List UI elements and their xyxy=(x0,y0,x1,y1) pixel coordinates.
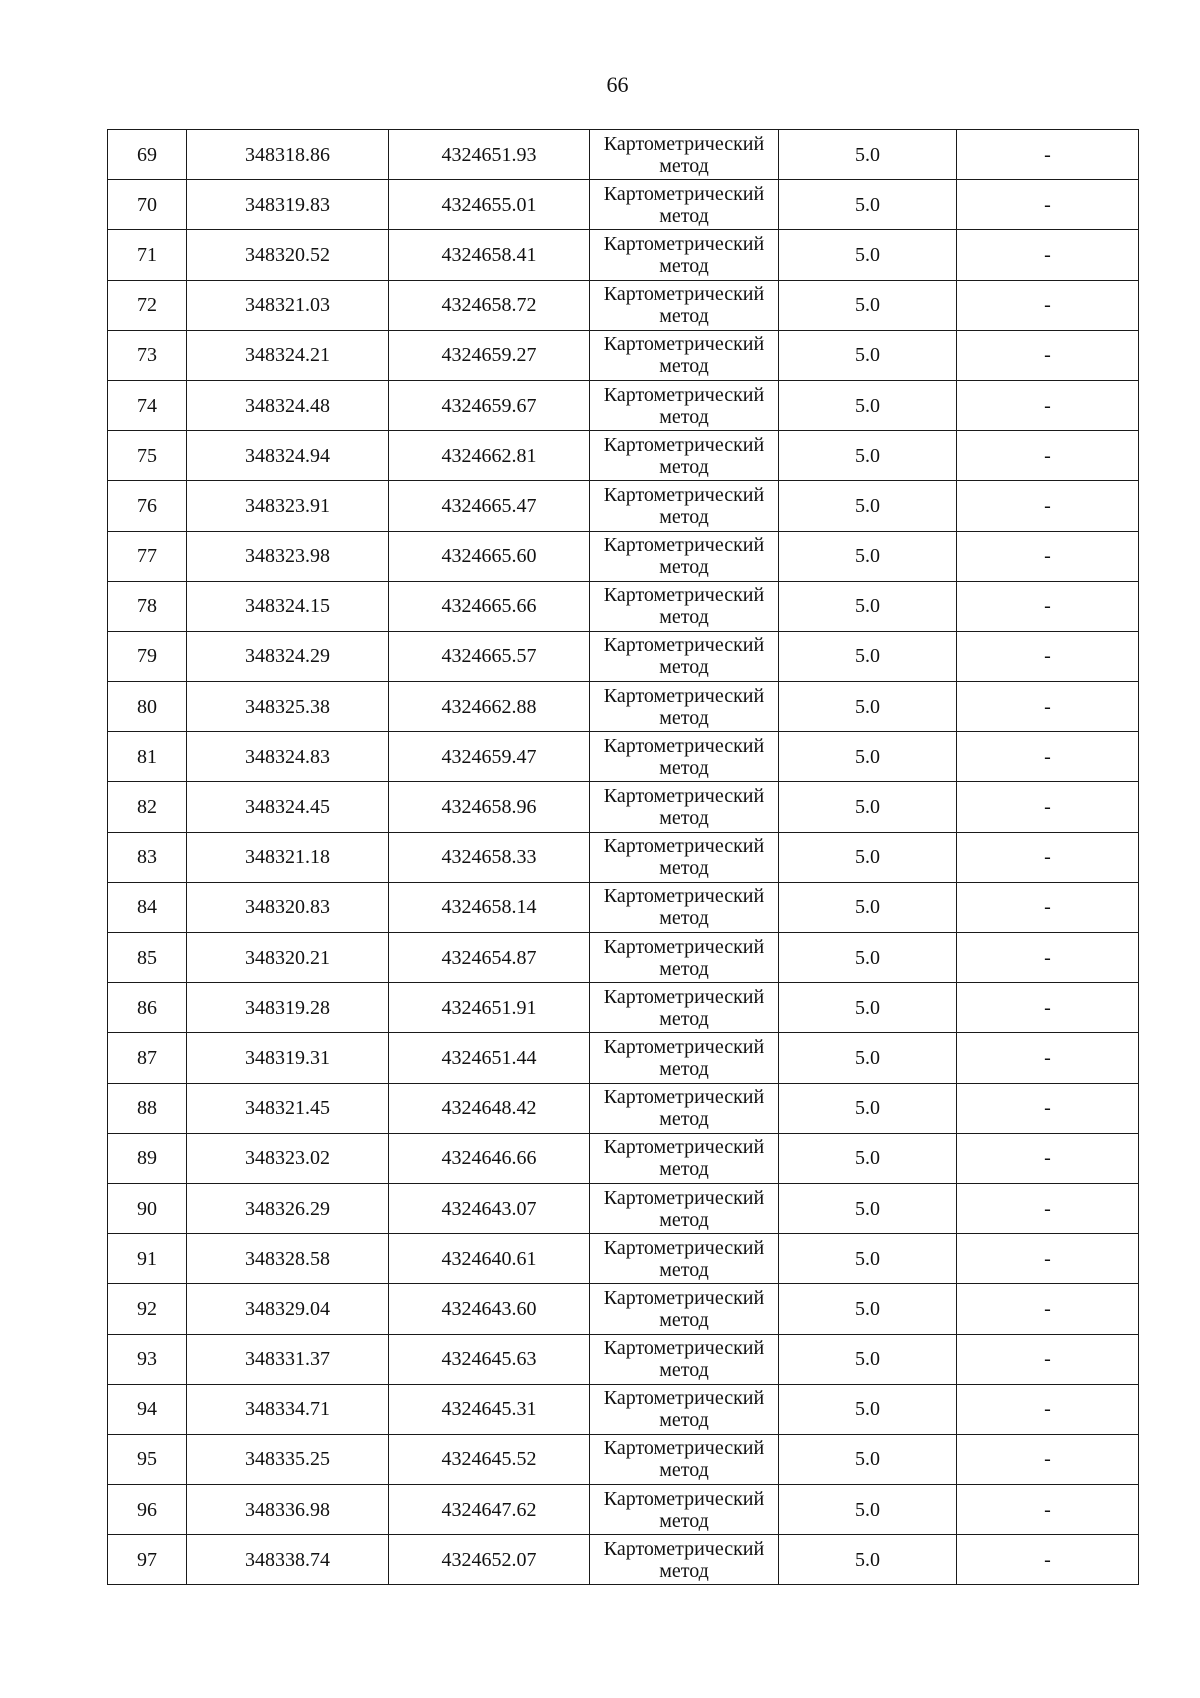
method-line-2: метод xyxy=(659,1359,709,1382)
method-cell xyxy=(590,1133,779,1183)
method-cell xyxy=(590,380,779,430)
method-line-1: Картометрический xyxy=(603,1286,765,1309)
description-cell: - xyxy=(957,431,1139,481)
coordinate-x-cell: 348338.74 xyxy=(187,1535,389,1585)
method-line-2: метод xyxy=(659,154,709,177)
description-cell: - xyxy=(957,1033,1139,1083)
point-number-cell: 77 xyxy=(108,531,187,581)
coordinate-x-cell: 348329.04 xyxy=(187,1284,389,1334)
table-row xyxy=(108,782,1139,832)
method-line-1: Картометрический xyxy=(603,785,765,808)
coordinate-x-cell: 348324.94 xyxy=(187,431,389,481)
table-row xyxy=(108,1133,1139,1183)
method-line-2: метод xyxy=(659,1559,709,1582)
method-cell xyxy=(590,933,779,983)
point-number-cell: 78 xyxy=(108,581,187,631)
point-number-cell: 72 xyxy=(108,280,187,330)
method-line-2: метод xyxy=(659,1308,709,1331)
point-number-cell: 69 xyxy=(108,130,187,180)
method-line-1: Картометрический xyxy=(603,1086,765,1109)
accuracy-cell: 5.0 xyxy=(779,782,957,832)
description-cell: - xyxy=(957,1485,1139,1535)
method-cell xyxy=(590,1284,779,1334)
method-cell xyxy=(590,782,779,832)
table-row xyxy=(108,983,1139,1033)
description-cell: - xyxy=(957,631,1139,681)
accuracy-cell: 5.0 xyxy=(779,230,957,280)
method-line-1: Картометрический xyxy=(603,182,765,205)
method-line-2: метод xyxy=(659,1509,709,1532)
coordinate-x-cell: 348325.38 xyxy=(187,682,389,732)
coordinate-x-cell: 348324.83 xyxy=(187,732,389,782)
point-number-cell: 86 xyxy=(108,983,187,1033)
coordinate-x-cell: 348336.98 xyxy=(187,1485,389,1535)
coordinate-x-cell: 348320.21 xyxy=(187,933,389,983)
method-cell xyxy=(590,180,779,230)
method-line-1: Картометрический xyxy=(603,1136,765,1159)
method-line-2: метод xyxy=(659,455,709,478)
coordinate-y-cell: 4324665.66 xyxy=(389,581,590,631)
method-line-1: Картометрический xyxy=(603,1487,765,1510)
accuracy-cell: 5.0 xyxy=(779,832,957,882)
method-cell xyxy=(590,1334,779,1384)
coordinate-y-cell: 4324659.27 xyxy=(389,330,590,380)
coordinate-x-cell: 348324.29 xyxy=(187,631,389,681)
table-row xyxy=(108,933,1139,983)
method-line-1: Картометрический xyxy=(603,1387,765,1410)
point-number-cell: 80 xyxy=(108,682,187,732)
point-number-cell: 94 xyxy=(108,1384,187,1434)
method-line-2: метод xyxy=(659,606,709,629)
point-number-cell: 97 xyxy=(108,1535,187,1585)
description-cell: - xyxy=(957,481,1139,531)
table-row xyxy=(108,130,1139,180)
method-cell xyxy=(590,130,779,180)
method-cell xyxy=(590,481,779,531)
accuracy-cell: 5.0 xyxy=(779,631,957,681)
point-number-cell: 96 xyxy=(108,1485,187,1535)
accuracy-cell: 5.0 xyxy=(779,380,957,430)
coordinate-x-cell: 348319.83 xyxy=(187,180,389,230)
coordinate-y-cell: 4324665.47 xyxy=(389,481,590,531)
description-cell: - xyxy=(957,983,1139,1033)
point-number-cell: 76 xyxy=(108,481,187,531)
table-row xyxy=(108,1384,1139,1434)
coordinate-x-cell: 348321.18 xyxy=(187,832,389,882)
method-line-2: метод xyxy=(659,706,709,729)
coordinate-y-cell: 4324658.72 xyxy=(389,280,590,330)
method-line-1: Картометрический xyxy=(603,433,765,456)
coordinate-y-cell: 4324651.44 xyxy=(389,1033,590,1083)
accuracy-cell: 5.0 xyxy=(779,180,957,230)
description-cell: - xyxy=(957,1083,1139,1133)
method-line-2: метод xyxy=(659,1158,709,1181)
table-row xyxy=(108,732,1139,782)
method-line-1: Картометрический xyxy=(603,935,765,958)
point-number-cell: 88 xyxy=(108,1083,187,1133)
method-line-2: метод xyxy=(659,1258,709,1281)
method-cell xyxy=(590,431,779,481)
coordinate-y-cell: 4324645.63 xyxy=(389,1334,590,1384)
method-line-2: метод xyxy=(659,857,709,880)
table-row xyxy=(108,882,1139,932)
point-number-cell: 81 xyxy=(108,732,187,782)
method-line-2: метод xyxy=(659,807,709,830)
method-line-2: метод xyxy=(659,254,709,277)
table-row xyxy=(108,380,1139,430)
description-cell: - xyxy=(957,732,1139,782)
point-number-cell: 90 xyxy=(108,1183,187,1233)
description-cell: - xyxy=(957,832,1139,882)
method-line-2: метод xyxy=(659,1459,709,1482)
point-number-cell: 74 xyxy=(108,380,187,430)
point-number-cell: 79 xyxy=(108,631,187,681)
description-cell: - xyxy=(957,1384,1139,1434)
coordinate-y-cell: 4324651.91 xyxy=(389,983,590,1033)
method-line-1: Картометрический xyxy=(603,333,765,356)
description-cell: - xyxy=(957,782,1139,832)
table-row xyxy=(108,230,1139,280)
description-cell: - xyxy=(957,280,1139,330)
accuracy-cell: 5.0 xyxy=(779,1334,957,1384)
table-row xyxy=(108,1234,1139,1284)
method-line-1: Картометрический xyxy=(603,985,765,1008)
method-cell xyxy=(590,280,779,330)
method-line-2: метод xyxy=(659,405,709,428)
method-line-1: Картометрический xyxy=(603,734,765,757)
method-line-1: Картометрический xyxy=(603,383,765,406)
coordinate-y-cell: 4324645.52 xyxy=(389,1434,590,1484)
coordinate-x-cell: 348318.86 xyxy=(187,130,389,180)
method-line-1: Картометрический xyxy=(603,1186,765,1209)
coordinate-y-cell: 4324665.60 xyxy=(389,531,590,581)
coordinate-y-cell: 4324658.33 xyxy=(389,832,590,882)
method-line-1: Картометрический xyxy=(603,283,765,306)
method-line-2: метод xyxy=(659,656,709,679)
method-line-2: метод xyxy=(659,1057,709,1080)
accuracy-cell: 5.0 xyxy=(779,531,957,581)
method-line-1: Картометрический xyxy=(603,1236,765,1259)
point-number-cell: 87 xyxy=(108,1033,187,1083)
accuracy-cell: 5.0 xyxy=(779,1535,957,1585)
method-line-2: метод xyxy=(659,1007,709,1030)
description-cell: - xyxy=(957,130,1139,180)
description-cell: - xyxy=(957,1234,1139,1284)
coordinate-x-cell: 348321.03 xyxy=(187,280,389,330)
method-cell xyxy=(590,1033,779,1083)
accuracy-cell: 5.0 xyxy=(779,1284,957,1334)
accuracy-cell: 5.0 xyxy=(779,1083,957,1133)
method-line-1: Картометрический xyxy=(603,1537,765,1560)
coordinate-y-cell: 4324658.41 xyxy=(389,230,590,280)
method-cell xyxy=(590,631,779,681)
table-row xyxy=(108,631,1139,681)
table-row xyxy=(108,1485,1139,1535)
coordinate-x-cell: 348323.98 xyxy=(187,531,389,581)
description-cell: - xyxy=(957,330,1139,380)
method-cell xyxy=(590,832,779,882)
point-number-cell: 92 xyxy=(108,1284,187,1334)
description-cell: - xyxy=(957,1183,1139,1233)
method-line-1: Картометрический xyxy=(603,885,765,908)
accuracy-cell: 5.0 xyxy=(779,1384,957,1434)
table-row xyxy=(108,280,1139,330)
point-number-cell: 73 xyxy=(108,330,187,380)
coordinates-table xyxy=(107,129,1139,1585)
accuracy-cell: 5.0 xyxy=(779,933,957,983)
method-line-2: метод xyxy=(659,1208,709,1231)
description-cell: - xyxy=(957,230,1139,280)
point-number-cell: 91 xyxy=(108,1234,187,1284)
table-row xyxy=(108,1334,1139,1384)
table-row xyxy=(108,431,1139,481)
coordinate-x-cell: 348320.52 xyxy=(187,230,389,280)
point-number-cell: 82 xyxy=(108,782,187,832)
accuracy-cell: 5.0 xyxy=(779,983,957,1033)
point-number-cell: 70 xyxy=(108,180,187,230)
description-cell: - xyxy=(957,682,1139,732)
method-line-1: Картометрический xyxy=(603,132,765,155)
accuracy-cell: 5.0 xyxy=(779,280,957,330)
method-cell xyxy=(590,330,779,380)
description-cell: - xyxy=(957,180,1139,230)
coordinate-y-cell: 4324651.93 xyxy=(389,130,590,180)
point-number-cell: 71 xyxy=(108,230,187,280)
method-cell xyxy=(590,983,779,1033)
method-cell xyxy=(590,581,779,631)
method-line-1: Картометрический xyxy=(603,684,765,707)
table-row xyxy=(108,531,1139,581)
coordinate-y-cell: 4324658.96 xyxy=(389,782,590,832)
description-cell: - xyxy=(957,531,1139,581)
method-cell xyxy=(590,882,779,932)
coordinate-y-cell: 4324640.61 xyxy=(389,1234,590,1284)
table-row xyxy=(108,330,1139,380)
method-line-2: метод xyxy=(659,957,709,980)
coordinate-y-cell: 4324659.47 xyxy=(389,732,590,782)
method-line-2: метод xyxy=(659,204,709,227)
accuracy-cell: 5.0 xyxy=(779,1234,957,1284)
method-line-1: Картометрический xyxy=(603,835,765,858)
table-row xyxy=(108,1535,1139,1585)
method-cell xyxy=(590,1083,779,1133)
method-line-1: Картометрический xyxy=(603,1437,765,1460)
method-line-1: Картометрический xyxy=(603,634,765,657)
accuracy-cell: 5.0 xyxy=(779,1434,957,1484)
description-cell: - xyxy=(957,882,1139,932)
method-cell xyxy=(590,1434,779,1484)
accuracy-cell: 5.0 xyxy=(779,330,957,380)
description-cell: - xyxy=(957,1434,1139,1484)
accuracy-cell: 5.0 xyxy=(779,1183,957,1233)
method-cell xyxy=(590,682,779,732)
table-row xyxy=(108,1434,1139,1484)
table-row xyxy=(108,581,1139,631)
coordinate-y-cell: 4324647.62 xyxy=(389,1485,590,1535)
coordinate-y-cell: 4324655.01 xyxy=(389,180,590,230)
point-number-cell: 75 xyxy=(108,431,187,481)
method-cell xyxy=(590,732,779,782)
method-line-2: метод xyxy=(659,1409,709,1432)
page-number: 66 xyxy=(606,72,629,97)
coordinate-x-cell: 348324.15 xyxy=(187,581,389,631)
description-cell: - xyxy=(957,1334,1139,1384)
coordinate-y-cell: 4324665.57 xyxy=(389,631,590,681)
point-number-cell: 89 xyxy=(108,1133,187,1183)
coordinate-x-cell: 348323.91 xyxy=(187,481,389,531)
coordinate-y-cell: 4324643.07 xyxy=(389,1183,590,1233)
method-line-1: Картометрический xyxy=(603,534,765,557)
method-cell xyxy=(590,1535,779,1585)
coordinate-y-cell: 4324646.66 xyxy=(389,1133,590,1183)
point-number-cell: 84 xyxy=(108,882,187,932)
method-line-2: метод xyxy=(659,1108,709,1131)
accuracy-cell: 5.0 xyxy=(779,1033,957,1083)
coordinate-x-cell: 348328.58 xyxy=(187,1234,389,1284)
table-row xyxy=(108,1083,1139,1133)
accuracy-cell: 5.0 xyxy=(779,1485,957,1535)
coordinate-x-cell: 348321.45 xyxy=(187,1083,389,1133)
description-cell: - xyxy=(957,380,1139,430)
coordinate-y-cell: 4324659.67 xyxy=(389,380,590,430)
coordinate-y-cell: 4324662.88 xyxy=(389,682,590,732)
coordinate-y-cell: 4324662.81 xyxy=(389,431,590,481)
accuracy-cell: 5.0 xyxy=(779,732,957,782)
point-number-cell: 95 xyxy=(108,1434,187,1484)
coordinate-x-cell: 348320.83 xyxy=(187,882,389,932)
method-cell xyxy=(590,230,779,280)
method-line-2: метод xyxy=(659,305,709,328)
coordinate-x-cell: 348324.45 xyxy=(187,782,389,832)
coordinate-x-cell: 348323.02 xyxy=(187,1133,389,1183)
method-cell xyxy=(590,1183,779,1233)
method-cell xyxy=(590,1384,779,1434)
method-cell xyxy=(590,531,779,581)
description-cell: - xyxy=(957,1535,1139,1585)
description-cell: - xyxy=(957,1133,1139,1183)
table-row xyxy=(108,832,1139,882)
accuracy-cell: 5.0 xyxy=(779,581,957,631)
point-number-cell: 85 xyxy=(108,933,187,983)
coordinate-x-cell: 348319.28 xyxy=(187,983,389,1033)
coordinate-y-cell: 4324658.14 xyxy=(389,882,590,932)
method-line-2: метод xyxy=(659,355,709,378)
coordinate-y-cell: 4324654.87 xyxy=(389,933,590,983)
method-line-2: метод xyxy=(659,907,709,930)
method-line-1: Картометрический xyxy=(603,584,765,607)
table-row xyxy=(108,481,1139,531)
method-line-1: Картометрический xyxy=(603,232,765,255)
coordinate-x-cell: 348331.37 xyxy=(187,1334,389,1384)
method-line-2: метод xyxy=(659,756,709,779)
accuracy-cell: 5.0 xyxy=(779,130,957,180)
coordinate-x-cell: 348324.48 xyxy=(187,380,389,430)
method-line-2: метод xyxy=(659,505,709,528)
accuracy-cell: 5.0 xyxy=(779,682,957,732)
table-row xyxy=(108,1183,1139,1233)
method-cell xyxy=(590,1485,779,1535)
accuracy-cell: 5.0 xyxy=(779,1133,957,1183)
table-row xyxy=(108,180,1139,230)
table-row xyxy=(108,682,1139,732)
method-cell xyxy=(590,1234,779,1284)
description-cell: - xyxy=(957,933,1139,983)
coordinate-y-cell: 4324645.31 xyxy=(389,1384,590,1434)
description-cell: - xyxy=(957,1284,1139,1334)
accuracy-cell: 5.0 xyxy=(779,481,957,531)
description-cell: - xyxy=(957,581,1139,631)
point-number-cell: 93 xyxy=(108,1334,187,1384)
coordinate-y-cell: 4324643.60 xyxy=(389,1284,590,1334)
coordinate-x-cell: 348319.31 xyxy=(187,1033,389,1083)
method-line-1: Картометрический xyxy=(603,1035,765,1058)
coordinate-x-cell: 348324.21 xyxy=(187,330,389,380)
coordinate-x-cell: 348335.25 xyxy=(187,1434,389,1484)
method-line-1: Картометрический xyxy=(603,1337,765,1360)
coordinate-x-cell: 348334.71 xyxy=(187,1384,389,1434)
coordinates-table-body xyxy=(108,130,1139,1585)
method-line-1: Картометрический xyxy=(603,483,765,506)
accuracy-cell: 5.0 xyxy=(779,882,957,932)
coordinate-x-cell: 348326.29 xyxy=(187,1183,389,1233)
accuracy-cell: 5.0 xyxy=(779,431,957,481)
table-row xyxy=(108,1033,1139,1083)
method-line-2: метод xyxy=(659,556,709,579)
coordinate-y-cell: 4324652.07 xyxy=(389,1535,590,1585)
table-row xyxy=(108,1284,1139,1334)
point-number-cell: 83 xyxy=(108,832,187,882)
coordinate-y-cell: 4324648.42 xyxy=(389,1083,590,1133)
